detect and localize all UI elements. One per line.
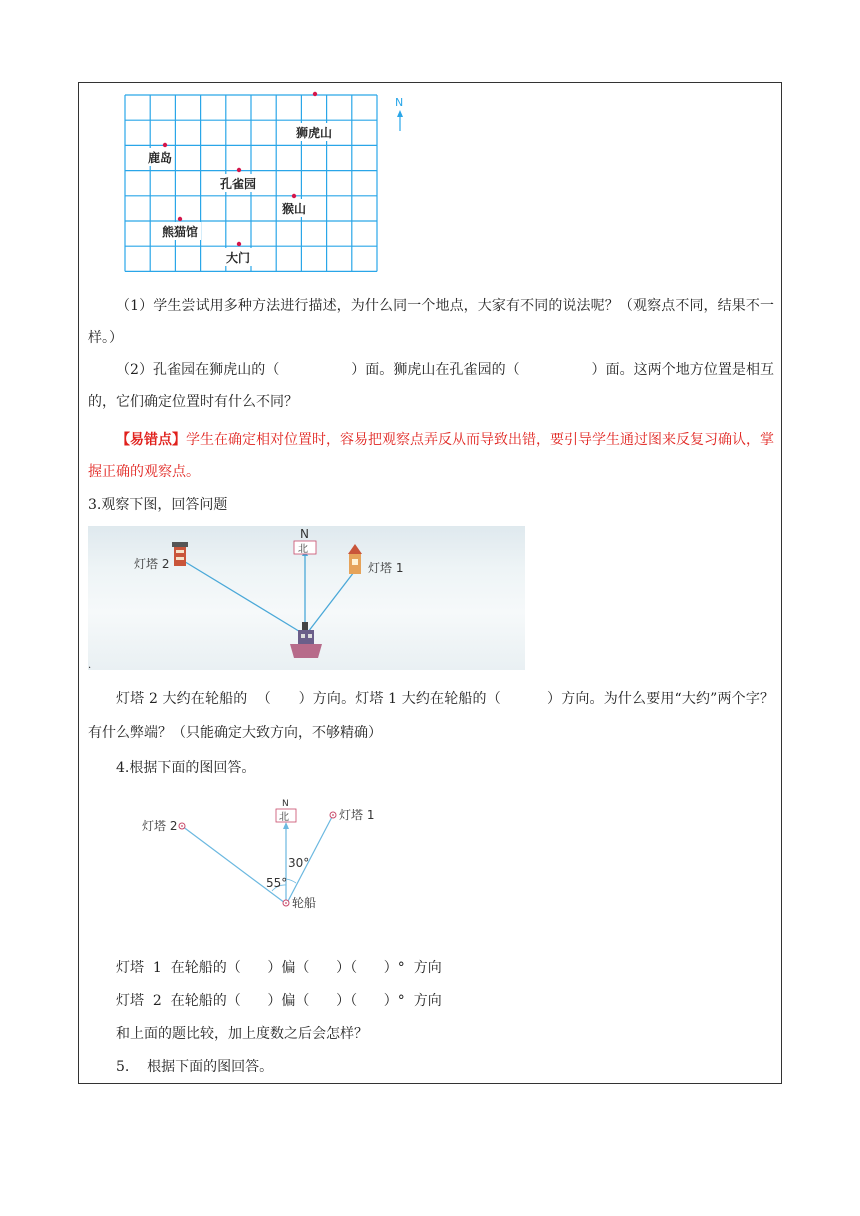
point-panda-house <box>178 217 182 221</box>
q2-paragraph-1: （1）学生尝试用多种方法进行描述，为什么同一个地点，大家有不同的说法呢？（观察点不同，结果不一样。） <box>88 298 774 346</box>
angle-diagram <box>138 795 388 915</box>
map-north-label: N <box>395 96 404 109</box>
angle-north-label: N <box>282 799 289 809</box>
q2-paragraph-2: （2）孔雀园在狮虎山的（ ）面。狮虎山在孔雀园的（ ）面。这两个地方位置是相互的，它们确定位置时有什么不同？ <box>88 362 774 410</box>
q3-title: 3.观察下图，回答问题 <box>88 497 228 513</box>
error-text: 学生在确定相对位置时，容易把观察点弄反从而导致出错，要引导学生通过图来反复习确认，掌握正确的观察点。 <box>88 432 774 480</box>
sea-north-label: N <box>300 527 309 541</box>
sea-tower1-label: 灯塔 1 <box>368 561 404 575</box>
angle-ship-label: 轮船 <box>292 896 317 910</box>
q2-error-note <box>88 424 774 488</box>
sea-tower2-label: 灯塔 2 <box>134 557 170 571</box>
point-monkey-hill <box>292 194 296 198</box>
q4-line-3: 和上面的题比较，加上度数之后会怎样？ <box>116 1026 368 1042</box>
label-peacock-garden: 孔雀园 <box>220 177 257 191</box>
label-panda-house: 熊猫馆 <box>162 225 199 239</box>
zoo-grid-map <box>118 90 418 275</box>
point-gate <box>237 242 241 246</box>
map-north-arrow <box>390 95 410 135</box>
lighthouse-2-icon <box>172 542 188 566</box>
lighthouse-1-icon <box>348 544 362 574</box>
q3-question: 灯塔 2 大约在轮船的 （ ）方向。灯塔 1 大约在轮船的（ ）方向。为什么要用“大约”两个字？有什么弊端？（只能确定大致方向，不够精确） <box>88 691 774 741</box>
point-peacock-garden <box>237 168 241 172</box>
label-gate: 大门 <box>226 251 251 265</box>
angle-30-label: 30° <box>288 856 310 870</box>
sea-north-box: 北 <box>298 544 308 555</box>
q4-title: 4.根据下面的图回答。 <box>116 760 256 776</box>
point-lion-tiger-hill <box>313 92 317 96</box>
angle-55-label: 55° <box>266 876 288 890</box>
q5-title: 5. 根据下面的图回答。 <box>116 1059 274 1075</box>
stray-dot: . <box>88 660 92 671</box>
angle-north-box: 北 <box>279 812 289 823</box>
label-monkey-hill: 猴山 <box>282 202 307 216</box>
error-tag: 【易错点】 <box>116 432 186 448</box>
angle-tower2-label: 灯塔 2 <box>142 819 178 833</box>
label-deer-island: 鹿岛 <box>148 151 173 165</box>
ship-icon <box>290 622 322 658</box>
q4-line-1: 灯塔 1 在轮船的（ ）偏（ ）（ ）° 方向 <box>116 960 442 976</box>
point-deer-island <box>163 143 167 147</box>
label-lion-tiger-hill: 狮虎山 <box>296 126 333 140</box>
angle-tower1-label: 灯塔 1 <box>339 808 375 822</box>
q4-line-2: 灯塔 2 在轮船的（ ）偏（ ）（ ）° 方向 <box>116 993 442 1009</box>
lighthouse-diagram <box>88 526 525 670</box>
